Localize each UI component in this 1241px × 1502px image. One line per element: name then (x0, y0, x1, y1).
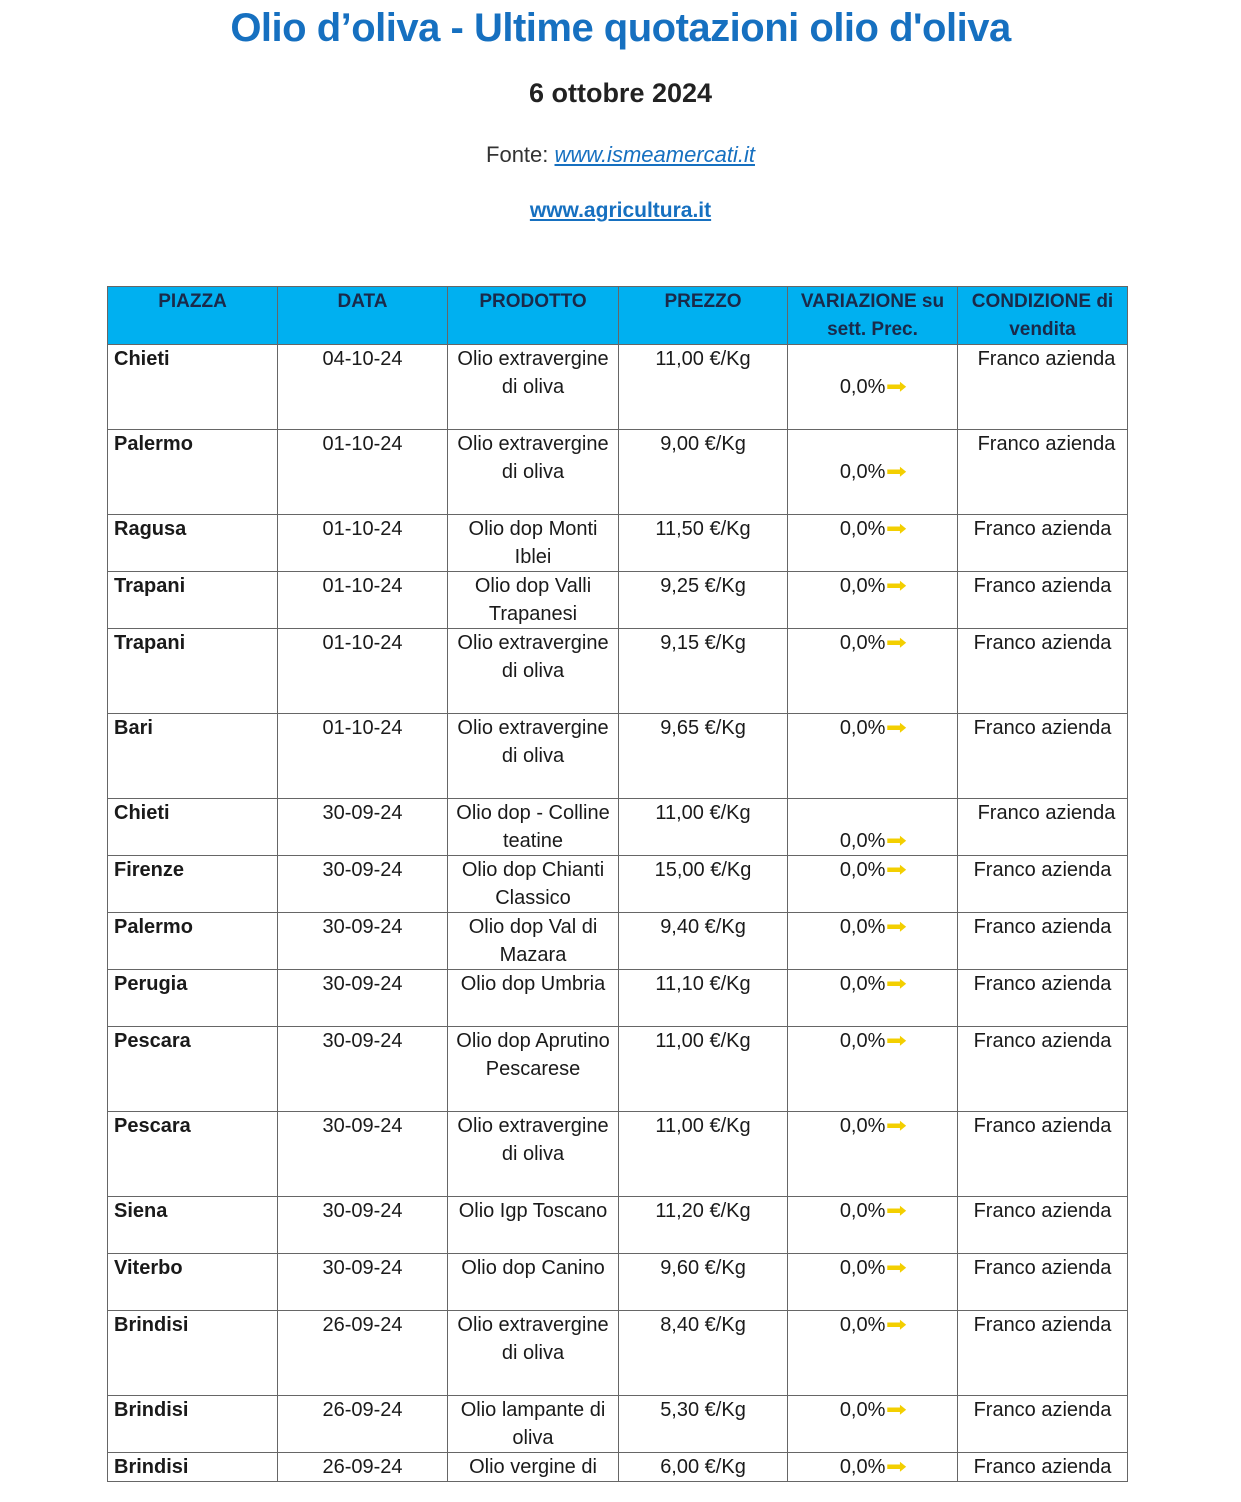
date-cell-text: 26-09-24 (322, 1399, 403, 1421)
price-cell (619, 1396, 788, 1453)
price-cell (619, 1311, 788, 1396)
condition-cell (958, 1254, 1128, 1311)
condition-cell (958, 970, 1128, 1027)
product-cell (448, 1254, 619, 1311)
variation-cell-text: 0,0% (839, 1200, 886, 1222)
report-date: 6 ottobre 2024 (528, 78, 713, 108)
right-arrow-icon: ➡ (886, 717, 908, 739)
variation-cell (788, 1453, 958, 1482)
piazza-cell-text: Trapani (114, 632, 186, 654)
table-row (108, 1112, 1128, 1197)
product-cell-text: Olio dop Chianti Classico (461, 859, 605, 909)
variation-wrap (839, 859, 908, 881)
price-cell-text: 5,30 €/Kg (660, 1399, 746, 1421)
product-cell (448, 856, 619, 913)
variation-wrap (839, 1115, 908, 1137)
product-cell-text: Olio dop Val di Mazara (468, 916, 598, 966)
date-cell-text: 30-09-24 (322, 859, 403, 881)
piazza-cell-text: Trapani (114, 575, 186, 597)
variation-wrap (839, 1456, 908, 1478)
product-cell-text: Olio dop - Colline teatine (456, 802, 610, 852)
condition-cell-text: Franco azienda (973, 916, 1112, 938)
price-cell-text: 9,15 €/Kg (660, 632, 746, 654)
product-cell (448, 515, 619, 572)
right-arrow-icon: ➡ (886, 1200, 908, 1222)
date-cell (278, 1254, 448, 1311)
date-cell (278, 856, 448, 913)
table-row (108, 1396, 1128, 1453)
variation-cell-text: 0,0% (839, 575, 886, 597)
variation-wrap (839, 1257, 908, 1279)
variation-cell (788, 430, 958, 515)
condition-cell-text: Franco azienda (973, 1399, 1112, 1421)
date-cell (278, 1453, 448, 1482)
date-cell-text: 30-09-24 (322, 802, 403, 824)
variation-cell (788, 1197, 958, 1254)
piazza-cell (108, 1112, 278, 1197)
variation-cell-text: 0,0% (839, 717, 886, 739)
table-header-row (108, 287, 1128, 345)
product-cell (448, 714, 619, 799)
condition-cell-text: Franco azienda (973, 1115, 1112, 1137)
table-row (108, 572, 1128, 629)
piazza-cell (108, 856, 278, 913)
product-cell (448, 1396, 619, 1453)
piazza-cell-text: Ragusa (114, 518, 187, 540)
condition-cell (958, 1197, 1128, 1254)
variation-cell (788, 345, 958, 430)
date-cell-text: 01-10-24 (322, 717, 403, 739)
table-row (108, 714, 1128, 799)
date-cell-text: 01-10-24 (322, 632, 403, 654)
product-cell (448, 345, 619, 430)
condition-cell (958, 1311, 1128, 1396)
table-row (108, 515, 1128, 572)
variation-wrap (839, 1200, 908, 1222)
date-cell (278, 572, 448, 629)
product-cell (448, 430, 619, 515)
variation-cell-text: 0,0% (839, 916, 886, 938)
date-cell (278, 430, 448, 515)
column-header: PIAZZA (108, 287, 278, 345)
price-cell-text: 11,00 €/Kg (655, 348, 751, 370)
variation-cell (788, 913, 958, 970)
column-header: PRODOTTO (448, 287, 619, 345)
date-cell (278, 345, 448, 430)
table-row (108, 1311, 1128, 1396)
price-cell (619, 1027, 788, 1112)
date-cell-text: 30-09-24 (322, 916, 403, 938)
date-cell (278, 799, 448, 856)
condition-cell (958, 430, 1128, 515)
site-link[interactable]: www.agricultura.it (529, 199, 712, 222)
condition-cell (958, 856, 1128, 913)
variation-cell (788, 1112, 958, 1197)
date-cell (278, 515, 448, 572)
price-cell (619, 345, 788, 430)
condition-cell-text: Franco azienda (973, 1200, 1112, 1222)
right-arrow-icon: ➡ (886, 830, 908, 852)
condition-cell-text: Franco azienda (973, 973, 1112, 995)
product-cell-text: Olio dop Aprutino Pescarese (456, 1030, 610, 1080)
variation-cell (788, 799, 958, 856)
piazza-cell-text: Pescara (114, 1030, 191, 1052)
condition-cell (958, 345, 1128, 430)
variation-wrap (839, 717, 908, 739)
column-header: PREZZO (619, 287, 788, 345)
product-cell (448, 799, 619, 856)
price-cell-text: 9,00 €/Kg (660, 433, 746, 455)
product-cell (448, 1453, 619, 1482)
product-cell-text: Olio Igp Toscano (458, 1200, 608, 1222)
right-arrow-icon: ➡ (886, 1030, 908, 1052)
date-cell-text: 01-10-24 (322, 575, 403, 597)
piazza-cell (108, 1311, 278, 1396)
price-cell (619, 856, 788, 913)
date-cell-text: 26-09-24 (322, 1456, 403, 1478)
piazza-cell (108, 799, 278, 856)
condition-cell (958, 629, 1128, 714)
variation-cell-text: 0,0% (839, 973, 886, 995)
variation-cell-text: 0,0% (839, 518, 886, 540)
variation-cell-text: 0,0% (839, 1115, 886, 1137)
date-cell-text: 30-09-24 (322, 1200, 403, 1222)
price-cell (619, 1453, 788, 1482)
condition-cell-text: Franco azienda (973, 1257, 1112, 1279)
product-cell-text: Olio dop Umbria (460, 973, 606, 995)
date-cell-text: 30-09-24 (322, 973, 403, 995)
table-row (108, 430, 1128, 515)
table-row (108, 799, 1128, 856)
piazza-cell (108, 345, 278, 430)
date-cell-text: 01-10-24 (322, 518, 403, 540)
variation-cell-text: 0,0% (839, 1257, 886, 1279)
variation-cell-text: 0,0% (839, 376, 886, 398)
date-cell-text: 30-09-24 (322, 1257, 403, 1279)
piazza-cell (108, 1197, 278, 1254)
price-cell-text: 9,65 €/Kg (660, 717, 746, 739)
product-cell-text: Olio extravergine di oliva (457, 717, 609, 767)
date-cell (278, 1112, 448, 1197)
price-cell-text: 11,00 €/Kg (655, 802, 751, 824)
variation-cell-text: 0,0% (839, 1030, 886, 1052)
table-row (108, 856, 1128, 913)
date-cell (278, 970, 448, 1027)
table-row (108, 913, 1128, 970)
date-cell-text: 30-09-24 (322, 1115, 403, 1137)
price-cell (619, 1197, 788, 1254)
piazza-cell-text: Viterbo (114, 1257, 183, 1279)
right-arrow-icon: ➡ (886, 1399, 908, 1421)
price-cell (619, 799, 788, 856)
price-cell (619, 714, 788, 799)
variation-cell-text: 0,0% (839, 1314, 886, 1336)
piazza-cell-text: Pescara (114, 1115, 191, 1137)
variation-cell-text: 0,0% (839, 859, 886, 881)
product-cell-text: Olio extravergine di oliva (457, 433, 609, 483)
condition-cell-text: Franco azienda (973, 1314, 1112, 1336)
source-line (0, 142, 1241, 168)
piazza-cell-text: Firenze (114, 859, 185, 881)
condition-cell-text: Franco azienda (977, 433, 1116, 455)
product-cell-text: Olio extravergine di oliva (457, 632, 609, 682)
condition-cell (958, 1396, 1128, 1453)
prices-table (107, 286, 1128, 1482)
price-cell-text: 11,00 €/Kg (655, 1115, 751, 1137)
piazza-cell-text: Siena (114, 1200, 168, 1222)
table-row (108, 629, 1128, 714)
price-cell (619, 1254, 788, 1311)
right-arrow-icon: ➡ (886, 376, 908, 398)
product-cell-text: Olio vergine di (469, 1456, 597, 1478)
price-cell (619, 629, 788, 714)
variation-wrap (839, 1314, 908, 1336)
variation-cell (788, 515, 958, 572)
product-cell (448, 1311, 619, 1396)
date-cell (278, 1396, 448, 1453)
right-arrow-icon: ➡ (886, 1456, 908, 1478)
piazza-cell-text: Palermo (114, 916, 193, 938)
variation-wrap (839, 1030, 908, 1052)
condition-cell-text: Franco azienda (977, 802, 1116, 824)
table-row (108, 345, 1128, 430)
piazza-cell (108, 970, 278, 1027)
condition-cell (958, 714, 1128, 799)
right-arrow-icon: ➡ (886, 859, 908, 881)
price-cell-text: 6,00 €/Kg (660, 1456, 746, 1478)
piazza-cell-text: Perugia (114, 973, 188, 995)
product-cell (448, 1112, 619, 1197)
product-cell (448, 970, 619, 1027)
date-cell-text: 26-09-24 (322, 1314, 403, 1336)
table-row (108, 1027, 1128, 1112)
variation-wrap (839, 632, 908, 654)
condition-cell (958, 799, 1128, 856)
condition-cell (958, 1027, 1128, 1112)
date-cell (278, 1311, 448, 1396)
product-cell (448, 913, 619, 970)
condition-cell-text: Franco azienda (973, 518, 1112, 540)
date-cell-text: 01-10-24 (322, 433, 403, 455)
page-title: Olio d’oliva - Ultime quotazioni olio d'oliva (230, 6, 1011, 50)
piazza-cell (108, 572, 278, 629)
product-cell-text: Olio extravergine di oliva (457, 348, 609, 398)
table-row (108, 970, 1128, 1027)
price-cell (619, 970, 788, 1027)
condition-cell-text: Franco azienda (973, 859, 1112, 881)
piazza-cell (108, 515, 278, 572)
right-arrow-icon: ➡ (886, 518, 908, 540)
product-cell-text: Olio extravergine di oliva (457, 1314, 609, 1364)
piazza-cell (108, 1027, 278, 1112)
table-row (108, 1453, 1128, 1482)
right-arrow-icon: ➡ (886, 461, 908, 483)
piazza-cell-text: Brindisi (114, 1314, 189, 1336)
variation-cell-text: 0,0% (839, 1399, 886, 1421)
date-cell (278, 1027, 448, 1112)
price-cell (619, 913, 788, 970)
variation-cell (788, 1254, 958, 1311)
price-cell (619, 430, 788, 515)
variation-cell (788, 856, 958, 913)
date-cell (278, 913, 448, 970)
product-cell (448, 1027, 619, 1112)
right-arrow-icon: ➡ (886, 1257, 908, 1279)
date-cell (278, 629, 448, 714)
variation-cell (788, 572, 958, 629)
right-arrow-icon: ➡ (886, 575, 908, 597)
date-cell-text: 30-09-24 (322, 1030, 403, 1052)
product-cell-text: Olio dop Monti Iblei (468, 518, 598, 568)
variation-wrap (794, 799, 951, 855)
condition-cell-text: Franco azienda (973, 575, 1112, 597)
variation-cell-text: 0,0% (839, 632, 886, 654)
column-header: VARIAZIONE su sett. Prec. (788, 287, 958, 345)
right-arrow-icon: ➡ (886, 973, 908, 995)
right-arrow-icon: ➡ (886, 1115, 908, 1137)
variation-wrap (794, 430, 951, 486)
variation-cell-text: 0,0% (839, 830, 886, 852)
price-cell-text: 9,60 €/Kg (660, 1257, 746, 1279)
price-cell-text: 11,10 €/Kg (655, 973, 751, 995)
piazza-cell-text: Chieti (114, 348, 170, 370)
product-cell-text: Olio lampante di oliva (460, 1399, 606, 1449)
price-cell-text: 11,50 €/Kg (655, 518, 751, 540)
condition-cell-text: Franco azienda (973, 632, 1112, 654)
price-cell-text: 11,20 €/Kg (655, 1200, 751, 1222)
price-cell (619, 572, 788, 629)
variation-cell-text: 0,0% (839, 1456, 886, 1478)
variation-wrap (839, 575, 908, 597)
variation-cell (788, 714, 958, 799)
condition-cell (958, 1112, 1128, 1197)
piazza-cell-text: Chieti (114, 802, 170, 824)
variation-wrap (839, 1399, 908, 1421)
date-cell (278, 1197, 448, 1254)
price-cell-text: 9,25 €/Kg (660, 575, 746, 597)
condition-cell-text: Franco azienda (973, 1456, 1112, 1478)
product-cell-text: Olio extravergine di oliva (457, 1115, 609, 1165)
table-row (108, 1197, 1128, 1254)
variation-cell (788, 970, 958, 1027)
piazza-cell (108, 430, 278, 515)
date-cell-text: 04-10-24 (322, 348, 403, 370)
piazza-cell-text: Palermo (114, 433, 193, 455)
product-cell-text: Olio dop Canino (461, 1257, 605, 1279)
condition-cell-text: Franco azienda (973, 1030, 1112, 1052)
variation-cell-text: 0,0% (839, 461, 886, 483)
price-cell-text: 9,40 €/Kg (660, 916, 746, 938)
source-link[interactable]: www.ismeamercati.it (554, 142, 755, 167)
variation-cell (788, 1311, 958, 1396)
variation-wrap (839, 518, 908, 540)
date-cell (278, 714, 448, 799)
piazza-cell (108, 913, 278, 970)
price-cell (619, 1112, 788, 1197)
right-arrow-icon: ➡ (886, 632, 908, 654)
piazza-cell-text: Bari (114, 717, 153, 739)
variation-wrap (839, 916, 908, 938)
right-arrow-icon: ➡ (886, 916, 908, 938)
condition-cell-text: Franco azienda (977, 348, 1116, 370)
condition-cell-text: Franco azienda (973, 717, 1112, 739)
product-cell-text: Olio dop Valli Trapanesi (474, 575, 592, 625)
variation-wrap (839, 973, 908, 995)
variation-cell (788, 1027, 958, 1112)
piazza-cell-text: Brindisi (114, 1399, 189, 1421)
table-row (108, 1254, 1128, 1311)
price-cell (619, 515, 788, 572)
product-cell (448, 629, 619, 714)
piazza-cell (108, 1453, 278, 1482)
condition-cell (958, 1453, 1128, 1482)
condition-cell (958, 572, 1128, 629)
piazza-cell-text: Brindisi (114, 1456, 189, 1478)
product-cell (448, 572, 619, 629)
piazza-cell (108, 1396, 278, 1453)
variation-cell (788, 629, 958, 714)
right-arrow-icon: ➡ (886, 1314, 908, 1336)
price-cell-text: 15,00 €/Kg (654, 859, 752, 881)
site-line (0, 199, 1241, 223)
price-cell-text: 8,40 €/Kg (660, 1314, 746, 1336)
piazza-cell (108, 629, 278, 714)
product-cell (448, 1197, 619, 1254)
variation-wrap (794, 345, 951, 401)
column-header: CONDIZIONE di vendita (958, 287, 1128, 345)
piazza-cell (108, 1254, 278, 1311)
variation-cell (788, 1396, 958, 1453)
price-cell-text: 11,00 €/Kg (655, 1030, 751, 1052)
source-label: Fonte: (486, 142, 555, 167)
condition-cell (958, 913, 1128, 970)
column-header: DATA (278, 287, 448, 345)
piazza-cell (108, 714, 278, 799)
condition-cell (958, 515, 1128, 572)
